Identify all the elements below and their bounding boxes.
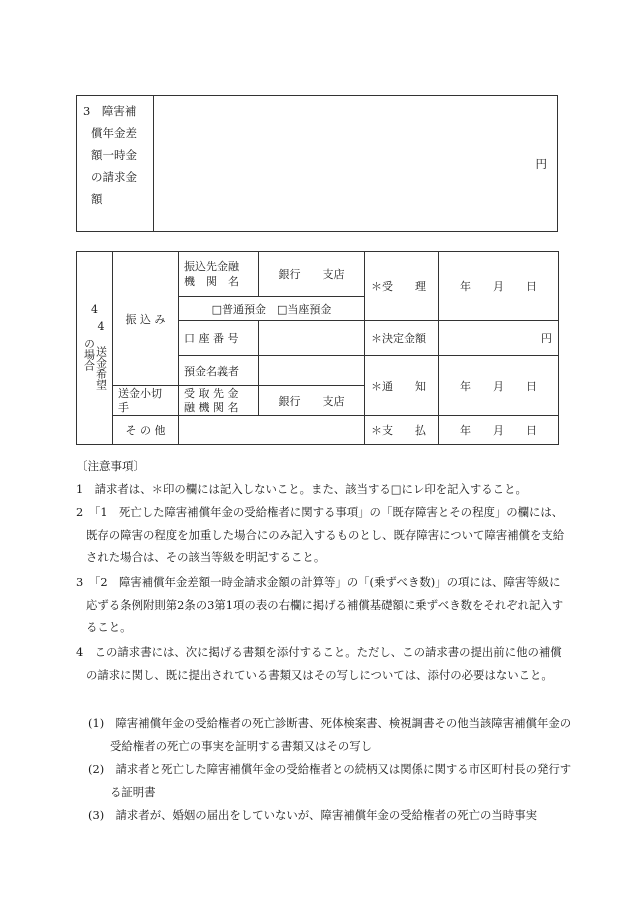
received-label: ＊受 理 [365, 252, 439, 321]
deposit-types: □普通預金 □当座預金 [211, 302, 332, 316]
section4-number: 4 [91, 302, 98, 316]
bank-suffix: 銀行 支店 [278, 268, 345, 281]
sub-note-3: (3) 請求者が、婚姻の届出をしていないが、障害補償年金の受給権者の死亡の当時事実 [88, 808, 537, 822]
received-date: 年 月 日 [460, 280, 537, 293]
check-label: 送金小切 手 [113, 386, 179, 416]
section4-table [76, 251, 559, 445]
notice-date-field[interactable] [439, 356, 559, 416]
sub-note-1: (1) 障害補償年金の受給権者の死亡診断書、死体検案書、検視調書その他当該障害補償年金の受給権者の死亡の事実を証明する書類又はその写し [88, 716, 572, 753]
decided-unit: 円 [541, 332, 552, 345]
account-holder-label: 預金名義者 [179, 356, 259, 386]
section3-label [77, 96, 154, 232]
deposit-type-field[interactable] [179, 297, 365, 321]
section3-table [76, 95, 558, 232]
account-number-field[interactable] [259, 321, 365, 356]
other-field[interactable] [179, 416, 365, 445]
decided-amount-field[interactable] [439, 321, 559, 356]
furikomi-label: 振 込 み [113, 252, 179, 386]
notice-date: 年 月 日 [460, 379, 537, 393]
payment-date-field[interactable] [439, 416, 559, 445]
sub-note-2: (2) 請求者と死亡した障害補償年金の受給権者との続柄又は関係に関する市区町村長の発行する証明書 [88, 762, 572, 799]
payment-label: ＊支 払 [365, 416, 439, 445]
note-3: 3 「2 障害補償年金差額一時金請求金額の計算等」の「(乗ずべき数)」の項には、障害等級に応ずる条例附則第2条の3第1項の表の右欄に掲げる補償基礎額に乗ずべき数をそれぞれ記入すること。 [76, 575, 564, 634]
section3-label-line: 3 障害補 [83, 104, 137, 118]
received-date-field[interactable] [439, 252, 559, 321]
decided-amount-label: ＊決定金額 [365, 321, 439, 356]
section3-unit: 円 [535, 156, 547, 171]
section3-label-line: 額 [91, 192, 103, 206]
section3-label-line: の請求金 [91, 170, 137, 184]
account-number-label: 口 座 番 号 [179, 321, 259, 356]
receive-bank-field[interactable] [259, 386, 365, 416]
section3-amount-field[interactable] [154, 96, 558, 232]
account-holder-field[interactable] [259, 356, 365, 386]
note-4: 4 この請求書には、次に掲げる書類を添付すること。ただし、この請求書の提出前に他の補償の請求に関し、既に提出されている書類又はその写しについては、添付の必要はないこと。 [76, 645, 562, 682]
receive-bank-suffix: 銀行 支店 [278, 394, 345, 408]
payment-date: 年 月 日 [460, 424, 537, 437]
receive-bank-label: 受 取 先 金 融 機 関 名 [179, 386, 259, 416]
bank-name-field[interactable] [259, 252, 365, 297]
notice-label: ＊通 知 [365, 356, 439, 416]
bank-name-label: 振込先金融 機 関 名 [179, 252, 259, 297]
section4-title [77, 252, 113, 445]
other-label: そ の 他 [113, 416, 179, 445]
section3-label-line: 額一時金 [91, 148, 137, 162]
section3-label-line: 償年金差 [91, 126, 137, 140]
notes-title: 〔注意事項〕 [76, 459, 145, 473]
section4-title-text: 4 送金希望の場合 [82, 319, 108, 390]
note-2: 2 「1 死亡した障害補償年金の受給権者に関する事項」の「既存障害とその程度」の欄には、既存の障害の程度を加重した場合にのみ記入するものとし、既存障害について障害補償を支給された場合は、その該当等級を明記すること。 [76, 505, 565, 564]
note-1: 1 請求者は、＊印の欄には記入しないこと。また、該当する□にレ印を記入すること。 [76, 482, 527, 496]
